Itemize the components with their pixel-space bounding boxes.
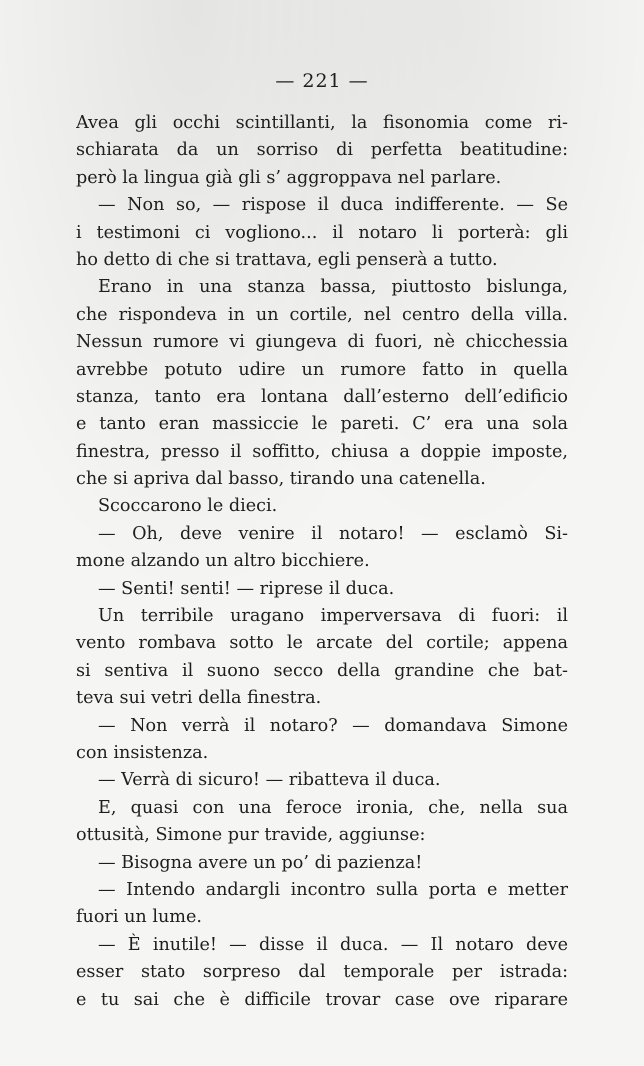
text-line: vento rombava sotto le arcate del cortile; appena	[76, 633, 568, 654]
text-line: ho detto di che si trattava, egli penserà a tutto.	[76, 249, 498, 270]
text-line: che rispondeva in un cortile, nel centro della villa.	[76, 304, 568, 325]
text-line: esser stato sorpreso dal temporale per istrada:	[76, 962, 568, 983]
text-line: mone alzando un altro bicchiere.	[76, 551, 370, 572]
text-line: — Intendo andargli incontro sulla porta e metter	[98, 879, 568, 900]
text-line: che si apriva dal basso, tirando una catenella.	[76, 469, 486, 490]
text-line: Avea gli occhi scintillanti, la fisonomia come ri-	[76, 113, 568, 133]
text-line: Un terribile uragano imperversava di fuori: il	[98, 606, 568, 627]
text-line: Erano in una stanza bassa, piuttosto bislunga,	[98, 277, 568, 298]
text-line: avrebbe potuto udire un rumore fatto in quella	[76, 359, 568, 380]
text-line: stanza, tanto era lontana dall’esterno dell’edificio	[76, 386, 568, 407]
text-line: si sentiva il suono secco della grandine che bat-	[76, 660, 568, 681]
text-line: Scoccarono le dieci.	[98, 496, 278, 517]
text-line: — Oh, deve venire il notaro! — esclamò Si-	[98, 523, 568, 544]
text-line: — Non verrà il notaro? — domandava Simone	[98, 715, 568, 736]
text-line: fuori un lume.	[76, 907, 202, 928]
text-line: E, quasi con una feroce ironia, che, nella sua	[98, 797, 568, 818]
text-line: — Bisogna avere un po’ di pazienza!	[98, 852, 423, 873]
text-line: i testimoni ci vogliono... il notaro li porterà: gli	[76, 222, 568, 243]
text-line: — È inutile! — disse il duca. — Il notaro deve	[98, 934, 568, 955]
text-line: finestra, presso il soffitto, chiusa a doppie imposte,	[76, 441, 568, 462]
text-line: — Non so, — rispose il duca indifferente. — Se	[98, 195, 568, 216]
text-line: e tu sai che è difficile trovar case ove riparare	[76, 989, 568, 1010]
text-line: ottusità, Simone pur travide, aggiunse:	[76, 825, 426, 846]
text-line: e tanto eran massiccie le pareti. C’ era una sola	[76, 414, 568, 435]
text-line: con insistenza.	[76, 742, 209, 763]
text-line: — Senti! senti! — riprese il duca.	[98, 578, 395, 599]
body-text	[76, 110, 568, 1014]
text-line: però la lingua già gli s’ aggroppava nel parlare.	[76, 167, 502, 188]
text-line: teva sui vetri della finestra.	[76, 688, 322, 709]
text-line: schiarata da un sorriso di perfetta beatitudine:	[76, 140, 568, 161]
page-number: — 221 —	[275, 70, 369, 92]
text-line: — Verrà di sicuro! — ribatteva il duca.	[98, 770, 441, 791]
text-line: Nessun rumore vi giungeva di fuori, nè chicchessia	[76, 332, 568, 353]
